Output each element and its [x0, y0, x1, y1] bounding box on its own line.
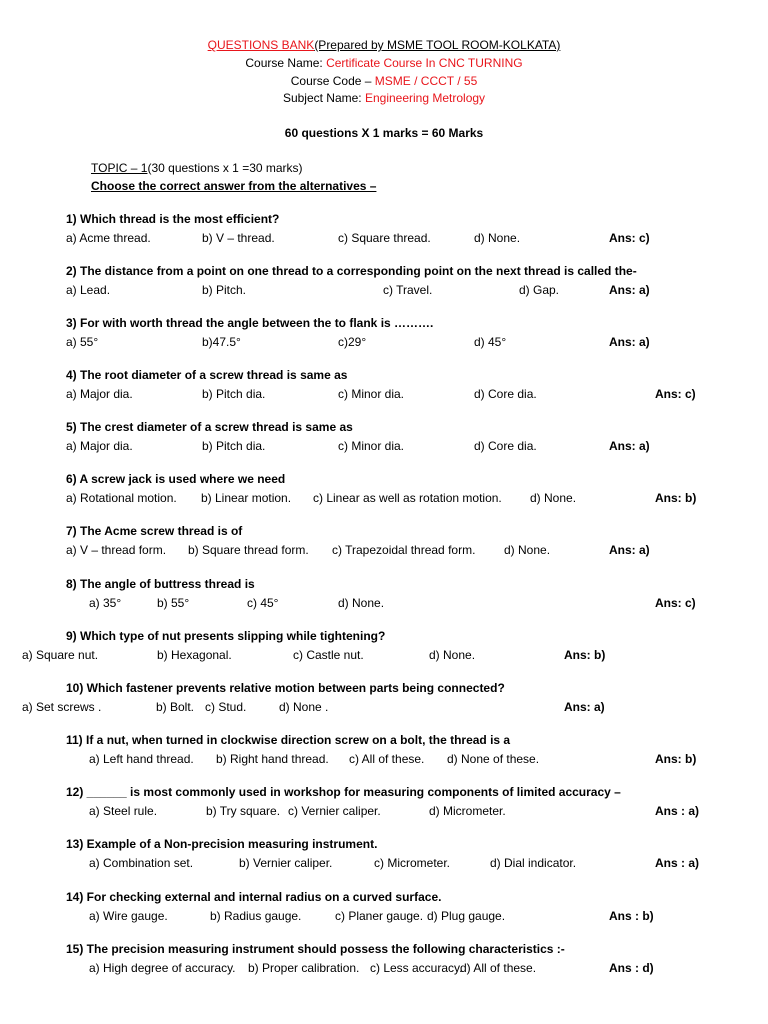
option-b: b) Hexagonal. — [157, 648, 232, 662]
answer: Ans : d) — [609, 961, 654, 975]
option-c: c) Castle nut. — [293, 648, 364, 662]
marks-summary: 60 questions X 1 marks = 60 Marks — [284, 126, 484, 140]
answer: Ans: a) — [609, 283, 650, 297]
course-code-line — [0, 74, 768, 88]
answer: Ans : a) — [655, 804, 700, 818]
answer: Ans: b) — [655, 752, 697, 766]
option-d: d) Core dia. — [474, 387, 537, 401]
question-text: 5) The crest diameter of a screw thread is same as — [66, 420, 353, 434]
option-a: a) 55° — [66, 335, 99, 349]
question-1 — [0, 212, 768, 252]
course-name-line — [0, 56, 768, 70]
option-a: a) Steel rule. — [89, 804, 158, 818]
answer: Ans : b) — [609, 909, 654, 923]
option-d: d) Plug gauge. — [427, 909, 506, 923]
option-a: a) Major dia. — [66, 387, 133, 401]
question-8 — [0, 577, 768, 617]
question-text: 8) The angle of buttress thread is — [66, 577, 255, 591]
question-12 — [0, 785, 768, 825]
option-a: a) V – thread form. — [66, 543, 167, 557]
answer: Ans : a) — [655, 856, 700, 870]
option-b: b) 55° — [157, 596, 190, 610]
question-2 — [0, 264, 768, 304]
subject-label: Subject Name: — [282, 91, 365, 105]
question-text: 14) For checking external and internal radius on a curved surface. — [66, 890, 442, 904]
option-c: c) Planer gauge. — [335, 909, 424, 923]
option-b: b) V – thread. — [202, 231, 275, 245]
question-15 — [0, 942, 768, 982]
option-a: a) High degree of accuracy. — [89, 961, 236, 975]
question-3 — [0, 316, 768, 356]
answer: Ans: b) — [655, 491, 697, 505]
question-text: 13) Example of a Non-precision measuring instrument. — [66, 837, 378, 851]
question-text: 10) Which fastener prevents relative motion between parts being connected? — [66, 681, 505, 695]
option-a: a) 35° — [89, 596, 122, 610]
answer: Ans: a) — [609, 439, 650, 453]
question-text: 2) The distance from a point on one thread to a corresponding point on the next thread is called the- — [66, 264, 637, 278]
question-text: 1) Which thread is the most efficient? — [66, 212, 280, 226]
question-6 — [0, 472, 768, 512]
option-b: b) Pitch dia. — [202, 387, 266, 401]
question-10 — [0, 681, 768, 721]
option-d: d) None. — [338, 596, 385, 610]
question-bank-label: QUESTIONS BANK — [207, 38, 315, 52]
option-b: b) Proper calibration. — [248, 961, 360, 975]
option-d: d) None. — [429, 648, 476, 662]
option-c: c) Square thread. — [338, 231, 431, 245]
option-a: a) Combination set. — [89, 856, 194, 870]
option-d: d) None . — [279, 700, 329, 714]
course-name-label: Course Name: — [245, 56, 327, 70]
option-c: c) Stud. — [205, 700, 247, 714]
answer: Ans: b) — [564, 648, 606, 662]
option-c: c) Travel. — [383, 283, 433, 297]
option-c: c) Linear as well as rotation motion. — [313, 491, 502, 505]
question-5 — [0, 420, 768, 460]
option-b: b) Square thread form. — [188, 543, 309, 557]
option-c: c) 45° — [247, 596, 279, 610]
option-b: b) Bolt. — [156, 700, 195, 714]
option-a: a) Acme thread. — [66, 231, 151, 245]
header-title-line — [0, 38, 768, 52]
option-d: d) 45° — [474, 335, 507, 349]
option-d: d) Dial indicator. — [490, 856, 577, 870]
answer: Ans: c) — [655, 596, 696, 610]
option-d: d) None. — [504, 543, 551, 557]
course-code-value: MSME / CCCT / 55 — [374, 74, 478, 88]
option-a: a) Left hand thread. — [89, 752, 194, 766]
question-13 — [0, 837, 768, 877]
subject-line — [0, 91, 768, 105]
option-a: a) Lead. — [66, 283, 111, 297]
question-text: 7) The Acme screw thread is of — [66, 524, 243, 538]
option-c: c)29° — [338, 335, 367, 349]
question-11 — [0, 733, 768, 773]
subject-value: Engineering Metrology — [364, 91, 486, 105]
answer: Ans: a) — [609, 543, 650, 557]
answer: Ans: c) — [609, 231, 650, 245]
answer: Ans: c) — [655, 387, 696, 401]
option-b: b) Try square. — [206, 804, 281, 818]
course-name-value: Certificate Course In CNC TURNING — [326, 56, 523, 70]
option-d: d) None. — [530, 491, 577, 505]
question-text: 3) For with worth thread the angle between the to flank is ………. — [66, 316, 434, 330]
topic-title — [91, 161, 303, 175]
option-d: d) Gap. — [519, 283, 560, 297]
answer: Ans: a) — [609, 335, 650, 349]
option-d: d) All of these. — [460, 961, 537, 975]
option-b: b) Pitch dia. — [202, 439, 266, 453]
option-c: c) Minor dia. — [338, 387, 405, 401]
option-c: c) Vernier caliper. — [288, 804, 381, 818]
question-text: 12) ______ is most commonly used in workshop for measuring components of limited accuracy – — [66, 785, 621, 799]
option-b: b) Linear motion. — [201, 491, 292, 505]
option-d: d) Core dia. — [474, 439, 537, 453]
option-a: a) Square nut. — [22, 648, 99, 662]
option-c: c) All of these. — [349, 752, 425, 766]
option-b: b)47.5° — [202, 335, 241, 349]
answer: Ans: a) — [564, 700, 605, 714]
option-b: b) Vernier caliper. — [239, 856, 333, 870]
option-b: b) Radius gauge. — [210, 909, 302, 923]
option-a: a) Set screws . — [22, 700, 102, 714]
option-a: a) Major dia. — [66, 439, 133, 453]
course-code-label: Course Code – — [290, 74, 375, 88]
prepared-by: (Prepared by MSME TOOL ROOM-KOLKATA) — [314, 38, 561, 52]
question-text: 9) Which type of nut presents slipping while tightening? — [66, 629, 386, 643]
question-text: 11) If a nut, when turned in clockwise direction screw on a bolt, the thread is a — [66, 733, 511, 747]
question-text: 6) A screw jack is used where we need — [66, 472, 286, 486]
topic-label: TOPIC – 1 — [91, 161, 148, 175]
option-a: a) Wire gauge. — [89, 909, 168, 923]
option-c: c) Trapezoidal thread form. — [332, 543, 476, 557]
question-text: 4) The root diameter of a screw thread is same as — [66, 368, 348, 382]
option-b: b) Pitch. — [202, 283, 247, 297]
question-text: 15) The precision measuring instrument should possess the following characteristics :- — [66, 942, 565, 956]
option-d: d) None. — [474, 231, 521, 245]
option-d: d) Micrometer. — [429, 804, 506, 818]
option-c: c) Minor dia. — [338, 439, 405, 453]
option-a: a) Rotational motion. — [66, 491, 177, 505]
topic-instruction: Choose the correct answer from the alternatives – — [91, 179, 377, 193]
option-c: c) Micrometer. — [374, 856, 451, 870]
topic-detail: (30 questions x 1 =30 marks) — [147, 161, 303, 175]
option-d: d) None of these. — [447, 752, 540, 766]
question-4 — [0, 368, 768, 408]
question-7 — [0, 524, 768, 564]
option-c: c) Less accuracy. — [370, 961, 463, 975]
question-14 — [0, 890, 768, 930]
question-9 — [0, 629, 768, 669]
option-b: b) Right hand thread. — [216, 752, 329, 766]
